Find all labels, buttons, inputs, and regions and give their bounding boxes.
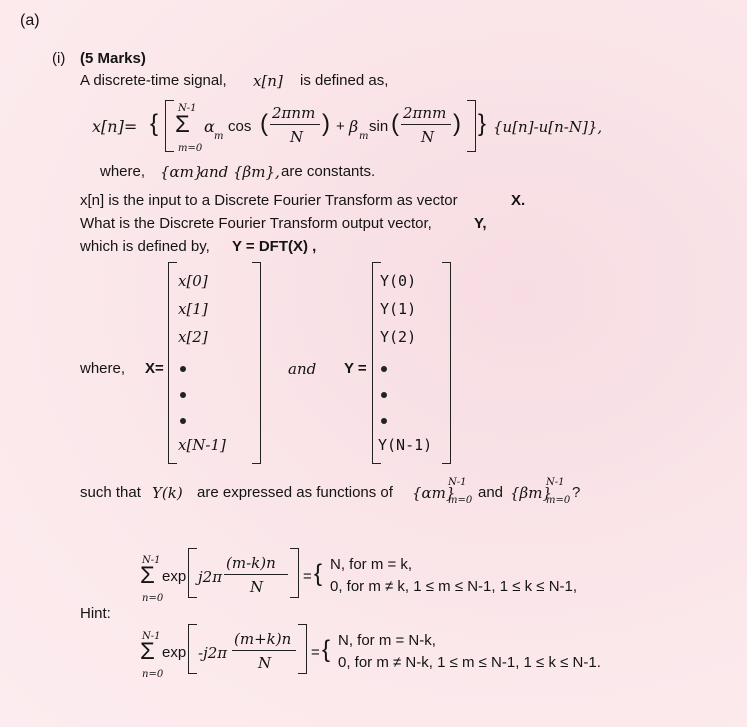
such-that-alpha-lower: m=0 <box>448 495 473 506</box>
hint2-denominator: N <box>258 654 272 672</box>
equation-open-bracket <box>165 100 174 152</box>
sin-fraction-numerator: 2πnm <box>403 104 447 122</box>
x-ellipsis-dot <box>180 418 186 424</box>
equation-sum-lower: m=0 <box>178 143 203 154</box>
x-entry-last: x[N-1] <box>178 436 226 454</box>
defined-line: which is defined by, <box>80 238 210 255</box>
such-that-middle: are expressed as functions of <box>197 484 393 501</box>
hint2-case-2: 0, for m ≠ N-k, 1 ≤ m ≤ N-1, 1 ≤ k ≤ N-1. <box>338 654 601 671</box>
x-vector-left-bracket <box>168 262 177 464</box>
sin-label: sin <box>369 118 389 135</box>
such-that-beta-upper: N-1 <box>546 477 565 488</box>
input-vector: X. <box>511 192 526 209</box>
sin-fraction-line <box>401 124 451 125</box>
hint2-close-bracket <box>298 624 307 674</box>
y-entry-last: Y(N-1) <box>378 436 433 454</box>
sin-open-paren: ( <box>391 110 399 137</box>
hint1-case-2: 0, for m ≠ k, 1 ≤ m ≤ N-1, 1 ≤ k ≤ N-1, <box>330 578 578 595</box>
input-line: x[n] is the input to a Discrete Fourier Transform as vector <box>80 192 458 209</box>
sin-close-paren: ) <box>453 110 461 137</box>
such-that-prefix: such that <box>80 484 141 501</box>
hint1-close-bracket <box>290 548 299 598</box>
dft-definition: Y = DFT(X) , <box>232 238 317 255</box>
hint2-case-brace: { <box>322 636 331 663</box>
part-label: (a) <box>20 12 40 29</box>
window-function: {u[n]-u[n-N]}, <box>493 118 603 136</box>
equation-lhs: x[n]= <box>92 117 138 136</box>
such-that-yk: Y(k) <box>152 484 183 502</box>
intro-variable: x[n] <box>253 72 283 90</box>
such-that-beta-lower: m=0 <box>546 495 571 506</box>
constants-tail: are constants. <box>281 163 376 180</box>
hint1-prefix: j2π <box>198 568 223 586</box>
hint2-sum-upper: N-1 <box>142 631 161 642</box>
x-ellipsis-dot <box>180 366 186 372</box>
y-ellipsis-dot <box>381 418 387 424</box>
y-vector-left-bracket <box>372 262 381 464</box>
cos-fraction-numerator: 2πnm <box>272 104 316 122</box>
such-that-and: and <box>478 484 504 501</box>
vectors-and: and <box>288 360 317 378</box>
hint1-sum-upper: N-1 <box>142 555 161 566</box>
hint-label: Hint: <box>80 605 111 622</box>
hint2-open-bracket <box>188 624 197 674</box>
such-that-question-mark: ? <box>572 484 581 501</box>
hint1-equals: = <box>303 568 312 585</box>
intro-text: A discrete-time signal, <box>80 72 227 89</box>
hint2-sum-lower: n=0 <box>142 669 164 680</box>
hint2-exp: exp <box>162 644 187 661</box>
cos-fraction-denominator: N <box>290 128 304 146</box>
such-that-alpha: {αm} <box>412 484 456 502</box>
y-entry-1: Y(1) <box>380 300 417 318</box>
constants-where: where, <box>100 163 146 180</box>
beta-subscript: m <box>359 131 369 142</box>
y-ellipsis-dot <box>381 366 387 372</box>
hint1-case-brace: { <box>314 560 323 587</box>
hint2-sigma: Σ <box>140 638 155 665</box>
constants-and: and <box>200 163 229 181</box>
cos-label: cos <box>228 118 252 135</box>
equation-sigma: Σ <box>175 111 190 138</box>
hint1-sigma: Σ <box>140 562 155 589</box>
y-ellipsis-dot <box>381 392 387 398</box>
constants-alpha: {αm} <box>160 163 204 181</box>
y-entry-2: Y(2) <box>380 328 417 346</box>
question-marks: (5 Marks) <box>80 50 146 67</box>
such-that-alpha-upper: N-1 <box>448 477 467 488</box>
output-vector: Y, <box>474 215 487 232</box>
hint1-open-bracket <box>188 548 197 598</box>
equation-sum-upper: N-1 <box>178 103 197 114</box>
x-vector-right-bracket <box>252 262 261 464</box>
x-entry-0: x[0] <box>178 272 208 290</box>
x-vector-label: X= <box>145 360 164 377</box>
y-entry-0: Y(0) <box>380 272 417 290</box>
y-vector-right-bracket <box>442 262 451 464</box>
hint1-exp: exp <box>162 568 187 585</box>
x-entry-2: x[2] <box>178 328 208 346</box>
hint1-denominator: N <box>250 578 264 596</box>
plus-sign: + <box>336 118 345 135</box>
cos-fraction-line <box>270 124 320 125</box>
cos-open-paren: ( <box>260 110 268 137</box>
equation-close-brace: } <box>478 110 487 137</box>
hint1-case-1: N, for m = k, <box>330 556 413 573</box>
sin-fraction-denominator: N <box>421 128 435 146</box>
alpha-subscript: m <box>214 131 224 142</box>
hint1-fraction-line <box>224 574 288 575</box>
cos-close-paren: ) <box>322 110 330 137</box>
question-number: (i) <box>52 50 66 67</box>
hint2-fraction-line <box>232 650 296 651</box>
x-ellipsis-dot <box>180 392 186 398</box>
hint1-sum-lower: n=0 <box>142 593 164 604</box>
hint1-numerator: (m-k)n <box>226 554 276 572</box>
hint2-equals: = <box>311 644 320 661</box>
alpha-term: α <box>204 117 215 136</box>
beta-term: β <box>349 117 359 136</box>
constants-beta: {βm}, <box>233 163 280 181</box>
vectors-where: where, <box>80 360 126 377</box>
hint2-numerator: (m+k)n <box>234 630 292 648</box>
equation-close-bracket <box>467 100 476 152</box>
hint2-case-1: N, for m = N-k, <box>338 632 436 649</box>
output-line: What is the Discrete Fourier Transform output vector, <box>80 215 432 232</box>
x-entry-1: x[1] <box>178 300 208 318</box>
equation-open-brace: { <box>150 110 159 137</box>
y-vector-label: Y = <box>344 360 367 377</box>
hint2-prefix: -j2π <box>198 644 228 662</box>
such-that-beta: {βm} <box>510 484 552 502</box>
intro-tail: is defined as, <box>300 72 389 89</box>
